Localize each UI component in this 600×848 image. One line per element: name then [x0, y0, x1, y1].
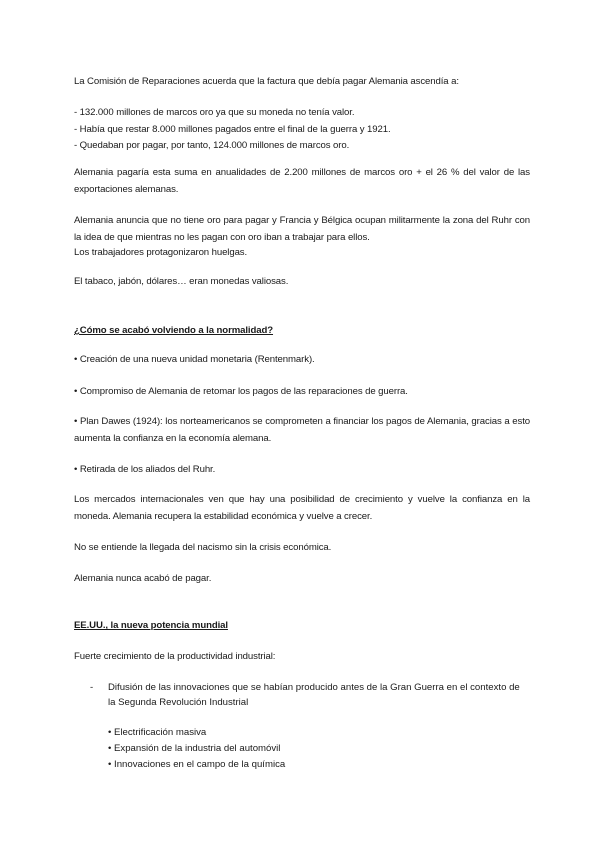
bullet-item: • Creación de una nueva unidad monetaria (Rentenmark). — [74, 354, 315, 365]
dash-item-innovations: Difusión de las innovaciones que se habían producido antes de la Gran Guerra en el contexto de la Segunda Revolución Industrial — [108, 682, 520, 708]
list-item: - Quedaban por pagar, por tanto, 124.000 millones de marcos oro. — [74, 140, 350, 151]
dash-marker: - — [90, 682, 94, 693]
paragraph-annuities: Alemania pagaría esta suma en anualidades de 2.200 millones de marcos oro + el 26 % del valor de las exportaciones alemanas. — [74, 167, 530, 195]
section-heading-normalidad: ¿Cómo se acabó volviendo a la normalidad? — [74, 325, 274, 336]
paragraph-never-paid: Alemania nunca acabó de pagar. — [74, 573, 212, 584]
paragraph-strikes: Los trabajadores protagonizaron huelgas. — [74, 247, 248, 258]
paragraph-markets: Los mercados internacionales ven que hay una posibilidad de crecimiento y vuelve la confianza en la moneda. Alemania recupera la estabilidad económica y vuelve a crecer. — [74, 494, 530, 522]
bullet-item: • Compromiso de Alemania de retomar los pagos de las reparaciones de guerra. — [74, 386, 408, 397]
sub-bullet-item: • Electrificación masiva — [108, 727, 207, 738]
section-heading-eeuu: EE.UU., la nueva potencia mundial — [74, 620, 228, 631]
paragraph-ruhr: Alemania anuncia que no tiene oro para pagar y Francia y Bélgica ocupan militarmente la zona del Ruhr con la idea de que mientras no les pagan con oro iban a trabajar para ellos. — [74, 215, 530, 243]
paragraph-nazism: No se entiende la llegada del nacismo sin la crisis económica. — [74, 542, 332, 553]
paragraph-currencies: El tabaco, jabón, dólares… eran monedas valiosas. — [74, 276, 289, 287]
list-item: - Había que restar 8.000 millones pagados entre el final de la guerra y 1921. — [74, 124, 391, 135]
bullet-item: • Plan Dawes (1924): los norteamericanos se comprometen a financiar los pagos de Alemania, gracias a esto aumenta la confianza en la economía alemana. — [74, 416, 530, 444]
paragraph-productivity: Fuerte crecimiento de la productividad industrial: — [74, 651, 276, 662]
paragraph-intro: La Comisión de Reparaciones acuerda que la factura que debía pagar Alemania ascendía a: — [74, 76, 459, 87]
list-item: - 132.000 millones de marcos oro ya que su moneda no tenía valor. — [74, 107, 355, 118]
bullet-item: • Retirada de los aliados del Ruhr. — [74, 464, 216, 475]
sub-bullet-item: • Innovaciones en el campo de la química — [108, 759, 286, 770]
sub-bullet-item: • Expansión de la industria del automóvil — [108, 743, 281, 754]
